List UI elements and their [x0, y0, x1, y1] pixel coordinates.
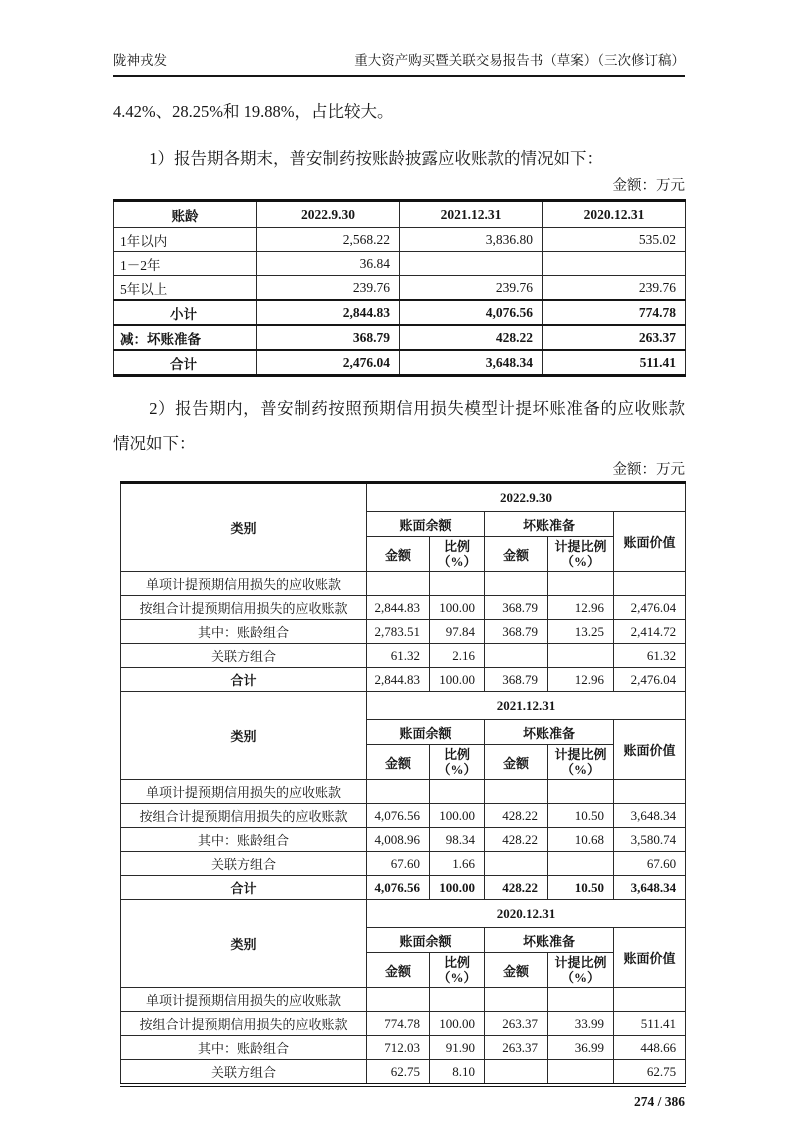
value-cell: 428.22: [485, 876, 548, 900]
table-row: [114, 276, 686, 301]
table-row: [121, 1012, 686, 1036]
section2-heading: 2）报告期内，普安制药按照预期信用损失模型计提坏账准备的应收账款情况如下：: [113, 399, 685, 453]
value-cell: 61.32: [614, 644, 686, 668]
ratio-header-cell: [430, 953, 485, 988]
value-cell: [614, 988, 686, 1012]
row-label: 单项计提预期信用损失的应收账款: [121, 572, 367, 596]
value-cell: 3,648.34: [614, 804, 686, 828]
value-cell: [548, 852, 614, 876]
amount-header-cell: 金额: [485, 537, 548, 572]
bad-debt-header-cell: 坏账准备: [485, 720, 614, 745]
bad-debt-header-cell: 坏账准备: [485, 512, 614, 537]
provision-ratio-header-cell: [548, 745, 614, 780]
total-row: [121, 876, 686, 900]
aging-table: [113, 199, 686, 377]
table-row: [121, 620, 686, 644]
value-cell: 2,783.51: [367, 620, 430, 644]
running-header: [113, 52, 685, 77]
value-cell: 97.84: [430, 620, 485, 644]
row-label: 其中：账龄组合: [121, 1036, 367, 1060]
value-cell: 263.37: [485, 1036, 548, 1060]
row-label: 合计: [114, 350, 257, 376]
unit-label-1: 金额：万元: [612, 178, 685, 194]
provision-ratio-label: 计提比例: [554, 747, 607, 762]
aging-col-header: 账龄: [114, 201, 257, 228]
bad-debt-row: [114, 325, 686, 350]
value-cell: [614, 780, 686, 804]
period-col-header: 2021.12.31: [400, 201, 543, 228]
value-cell: [548, 780, 614, 804]
book-value-header-cell: 账面价值: [614, 928, 686, 988]
value-cell: 4,076.56: [367, 804, 430, 828]
table-row: [121, 644, 686, 668]
category-header-cell: 类别: [121, 900, 367, 988]
value-cell: 10.68: [548, 828, 614, 852]
company-short-name: 陇神戎发: [113, 53, 167, 68]
row-label: 减：坏账准备: [114, 325, 257, 350]
table-row: [121, 596, 686, 620]
value-cell: [548, 644, 614, 668]
value-cell: 33.99: [548, 1012, 614, 1036]
value-cell: 2,476.04: [614, 596, 686, 620]
value-cell: 535.02: [543, 228, 686, 252]
value-cell: [485, 780, 548, 804]
row-label: 按组合计提预期信用损失的应收账款: [121, 1012, 367, 1036]
row-label: 单项计提预期信用损失的应收账款: [121, 780, 367, 804]
value-cell: 3,836.80: [400, 228, 543, 252]
value-cell: 368.79: [257, 325, 400, 350]
category-header-cell: 类别: [121, 483, 367, 572]
row-label: 合计: [121, 876, 367, 900]
balance-header-cell: 账面余额: [367, 720, 485, 745]
value-cell: 100.00: [430, 876, 485, 900]
value-cell: 4,076.56: [367, 876, 430, 900]
provision-pct-label: （%）: [560, 970, 600, 985]
provision-ratio-label: 计提比例: [554, 539, 607, 554]
value-cell: [614, 572, 686, 596]
table-row: [121, 828, 686, 852]
value-cell: 239.76: [400, 276, 543, 301]
table-row: [121, 804, 686, 828]
table-row: [121, 988, 686, 1012]
value-cell: 3,580.74: [614, 828, 686, 852]
provision-ratio-label: 计提比例: [554, 955, 607, 970]
book-value-header-cell: 账面价值: [614, 512, 686, 572]
value-cell: 36.99: [548, 1036, 614, 1060]
ratio-pct-label: （%）: [437, 554, 477, 569]
provision-pct-label: （%）: [560, 762, 600, 777]
provision-pct-label: （%）: [560, 554, 600, 569]
value-cell: 263.37: [543, 325, 686, 350]
value-cell: 511.41: [543, 350, 686, 376]
value-cell: 2,844.83: [257, 300, 400, 325]
value-cell: [548, 572, 614, 596]
value-cell: 2.16: [430, 644, 485, 668]
row-label: 合计: [121, 668, 367, 692]
value-cell: 100.00: [430, 596, 485, 620]
value-cell: 239.76: [543, 276, 686, 301]
amount-header-cell: 金额: [485, 745, 548, 780]
value-cell: 2,844.83: [367, 596, 430, 620]
value-cell: 10.50: [548, 876, 614, 900]
value-cell: 712.03: [367, 1036, 430, 1060]
value-cell: 263.37: [485, 1012, 548, 1036]
value-cell: 12.96: [548, 596, 614, 620]
value-cell: 3,648.34: [614, 876, 686, 900]
value-cell: 100.00: [430, 668, 485, 692]
value-cell: 8.10: [430, 1060, 485, 1086]
value-cell: 428.22: [400, 325, 543, 350]
value-cell: 774.78: [367, 1012, 430, 1036]
table-row: [121, 780, 686, 804]
ratio-pct-label: （%）: [437, 762, 477, 777]
value-cell: 368.79: [485, 596, 548, 620]
period-header-cell: 2021.12.31: [367, 692, 686, 720]
period-header-cell: 2022.9.30: [367, 483, 686, 512]
book-value-header-cell: 账面价值: [614, 720, 686, 780]
row-label: 小计: [114, 300, 257, 325]
value-cell: 3,648.34: [400, 350, 543, 376]
subtotal-row: [114, 300, 686, 325]
value-cell: 4,008.96: [367, 828, 430, 852]
value-cell: 2,476.04: [614, 668, 686, 692]
value-cell: 36.84: [257, 252, 400, 276]
ratio-label: 比例: [443, 747, 470, 762]
value-cell: 448.66: [614, 1036, 686, 1060]
value-cell: [485, 988, 548, 1012]
amount-header-cell: 金额: [367, 537, 430, 572]
period-col-header: 2022.9.30: [257, 201, 400, 228]
total-row: [114, 350, 686, 376]
period-header-row: [121, 483, 686, 512]
value-cell: 2,568.22: [257, 228, 400, 252]
intro-paragraph: 4.42%、28.25%和 19.88%，占比较大。: [113, 102, 394, 121]
unit-label-2: 金额：万元: [612, 462, 685, 478]
value-cell: [430, 572, 485, 596]
table-row: [121, 1060, 686, 1086]
period-header-row: [121, 692, 686, 720]
table-row: [114, 228, 686, 252]
value-cell: [485, 572, 548, 596]
amount-header-cell: 金额: [485, 953, 548, 988]
value-cell: [543, 252, 686, 276]
aging-header-row: [114, 201, 686, 228]
value-cell: 62.75: [367, 1060, 430, 1086]
row-label: 关联方组合: [121, 852, 367, 876]
period-col-header: 2020.12.31: [543, 201, 686, 228]
row-label: 1年以内: [114, 228, 257, 252]
value-cell: 4,076.56: [400, 300, 543, 325]
page-number: 274 / 386: [633, 1094, 685, 1109]
period-section-2020: [121, 900, 686, 1086]
value-cell: 774.78: [543, 300, 686, 325]
row-label: 按组合计提预期信用损失的应收账款: [121, 596, 367, 620]
bad-debt-header-cell: 坏账准备: [485, 928, 614, 953]
amount-header-cell: 金额: [367, 953, 430, 988]
section1-heading: 1）报告期各期末，普安制药按账龄披露应收账款的情况如下：: [149, 149, 604, 168]
value-cell: 100.00: [430, 804, 485, 828]
row-label: 关联方组合: [121, 1060, 367, 1086]
value-cell: 1.66: [430, 852, 485, 876]
balance-header-cell: 账面余额: [367, 512, 485, 537]
value-cell: [485, 1060, 548, 1086]
value-cell: 98.34: [430, 828, 485, 852]
value-cell: 2,844.83: [367, 668, 430, 692]
row-label: 单项计提预期信用损失的应收账款: [121, 988, 367, 1012]
amount-header-cell: 金额: [367, 745, 430, 780]
value-cell: 2,414.72: [614, 620, 686, 644]
row-label: 其中：账龄组合: [121, 828, 367, 852]
value-cell: 67.60: [614, 852, 686, 876]
value-cell: 428.22: [485, 804, 548, 828]
balance-header-cell: 账面余额: [367, 928, 485, 953]
expected-credit-loss-table: [120, 481, 686, 1087]
period-section-2021: [121, 692, 686, 900]
value-cell: 100.00: [430, 1012, 485, 1036]
value-cell: [430, 988, 485, 1012]
value-cell: [367, 988, 430, 1012]
value-cell: 61.32: [367, 644, 430, 668]
value-cell: [548, 988, 614, 1012]
value-cell: 12.96: [548, 668, 614, 692]
value-cell: 428.22: [485, 828, 548, 852]
report-title: 重大资产购买暨关联交易报告书（草案）（三次修订稿）: [354, 53, 685, 68]
value-cell: [485, 644, 548, 668]
value-cell: 10.50: [548, 804, 614, 828]
period-header-cell: 2020.12.31: [367, 900, 686, 928]
period-header-row: [121, 900, 686, 928]
period-section-2022: [121, 483, 686, 692]
provision-ratio-header-cell: [548, 953, 614, 988]
value-cell: 511.41: [614, 1012, 686, 1036]
value-cell: [367, 572, 430, 596]
value-cell: 368.79: [485, 620, 548, 644]
ratio-header-cell: [430, 745, 485, 780]
row-label: 1－2年: [114, 252, 257, 276]
value-cell: 2,476.04: [257, 350, 400, 376]
provision-ratio-header-cell: [548, 537, 614, 572]
value-cell: [485, 852, 548, 876]
table-row: [121, 572, 686, 596]
table-row: [121, 852, 686, 876]
ratio-header-cell: [430, 537, 485, 572]
row-label: 按组合计提预期信用损失的应收账款: [121, 804, 367, 828]
value-cell: 67.60: [367, 852, 430, 876]
total-row: [121, 668, 686, 692]
value-cell: [430, 780, 485, 804]
value-cell: 91.90: [430, 1036, 485, 1060]
value-cell: 13.25: [548, 620, 614, 644]
row-label: 5年以上: [114, 276, 257, 301]
table-row: [121, 1036, 686, 1060]
ratio-pct-label: （%）: [437, 970, 477, 985]
category-header-cell: 类别: [121, 692, 367, 780]
value-cell: [548, 1060, 614, 1086]
value-cell: 239.76: [257, 276, 400, 301]
row-label: 其中：账龄组合: [121, 620, 367, 644]
value-cell: [400, 252, 543, 276]
table-row: [114, 252, 686, 276]
value-cell: 62.75: [614, 1060, 686, 1086]
ratio-label: 比例: [443, 539, 470, 554]
value-cell: [367, 780, 430, 804]
ratio-label: 比例: [443, 955, 470, 970]
row-label: 关联方组合: [121, 644, 367, 668]
value-cell: 368.79: [485, 668, 548, 692]
